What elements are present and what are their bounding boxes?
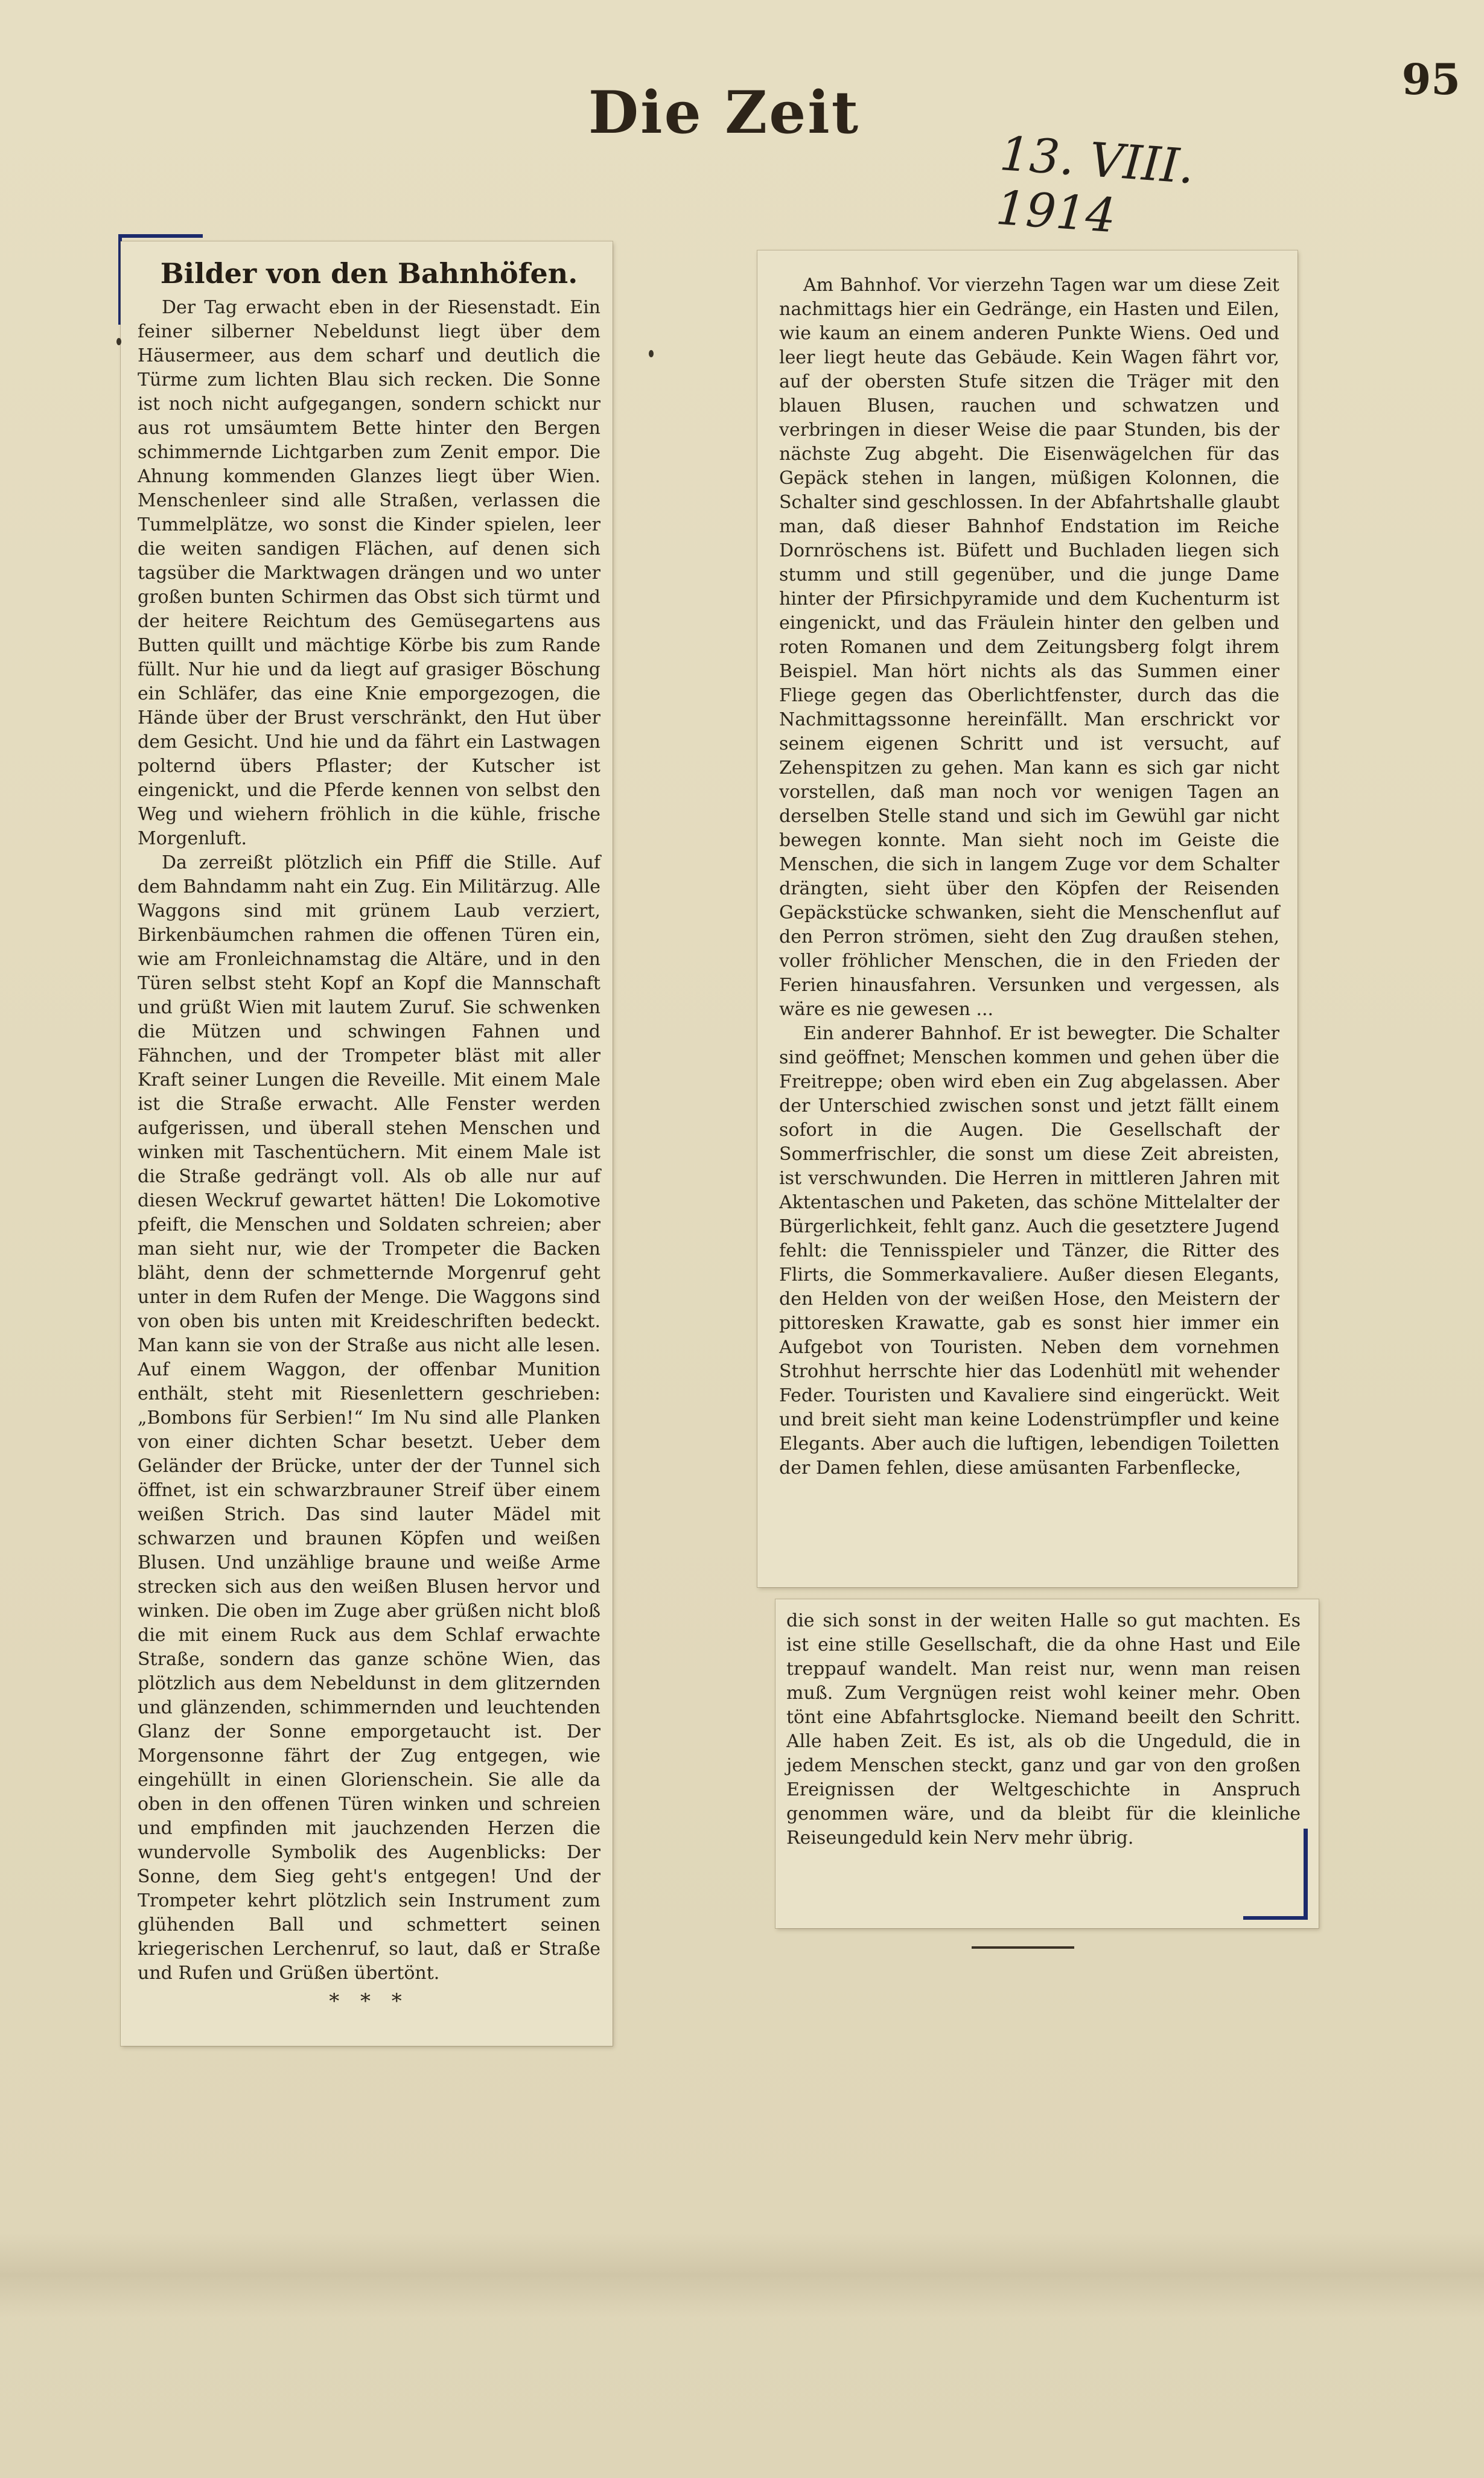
article-paragraph: Ein anderer Bahnhof. Er ist bewegter. Die Schalter sind geöffnet; Menschen kommen und gehen über die Freitreppe; oben wird eben ein Zug abgelassen. Aber der Unterschied zwischen sonst und jetzt fällt einem sofort in die Augen. Die Gesellschaft der Sommerfrischler, die sonst um diese Zeit abreisten, ist verschwunden. Die Herren in mittleren Jahren mit Aktentaschen und Paketen, das schöne Mittelalter der Bürgerlichkeit, fehlt ganz. Auch die gesetztere Jugend fehlt: die Tennisspieler und Tänzer, die Ritter des Flirts, die Sommerkavaliere. Außer diesen Elegants, den Helden von der weißen Hose, den Meistern der pittoresken Krawatte, gab es sonst hier immer ein Aufgebot von Touristen. Neben dem vornehmen Strohhut herrschte hier das Lodenhütl mit wehender Feder. Touristen und Kavaliere sind eingerückt. Weit und breit sieht man keine Lodenstrümpfler und keine Elegants. Aber auch die luftigen, lebendigen Toiletten der Damen fehlen, diese amüsanten Farbenflecke, xyxy=(779,1023,1279,1479)
section-separator: * * * xyxy=(329,1989,409,2013)
blue-pencil-end-bracket-icon xyxy=(1304,1829,1308,1919)
article-paragraph: die sich sonst in der weiten Halle so gut machten. Es ist eine stille Gesellschaft, die da ohne Hast und Eile treppauf wandelt. Man reist nur, wenn man reisen muß. Zum Vergnügen reist wohl keiner mehr. Oben tönt eine Abfahrtsglocke. Niemand beeilt den Schritt. Alle haben Zeit. Es ist, als ob die Ungeduld, die in jedem Menschen steckt, ganz und gar von den großen Ereignissen der Weltgeschichte in Anspruch genommen wäre, und da bleibt für die kleinliche Reiseungeduld kein Nerv mehr übrig. xyxy=(786,1610,1301,1849)
article-paragraph: Der Tag erwacht eben in der Riesenstadt. Ein feiner silberner Nebeldunst liegt über dem Häusermeer, aus dem scharf und deutlich die Türme zum lichten Blau sich recken. Die Sonne ist noch nicht aufgegangen, sondern schickt nur aus rot umsäumtem Bette hinter den Bergen schimmernde Lichtgarben zum Zenit empor. Die Ahnung kommenden Glanzes liegt über Wien. Menschenleer sind alle Straßen, verlassen die Tummelplätze, wo sonst die Kinder spielen, leer die weiten sandigen Flächen, auf denen sich tagsüber die Marktwagen drängen und wo unter großen bunten Schirmen das Obst sich türmt und der heitere Reichtum des Gemüsegartens aus Butten quillt und mächtige Körbe bis zum Rande füllt. Nur hie und da liegt auf grasiger Böschung ein Schläfer, das eine Knie emporgezogen, die Hände über der Brust verschränkt, den Hut über dem Gesicht. Und hie und da fährt ein Lastwagen polternd übers Pflaster; der Kutscher ist eingenickt, und die Pferde kennen von selbst den Weg und wiehern fröhlich in die kühle, frische Morgenluft. xyxy=(138,297,600,849)
ink-dot-icon xyxy=(116,338,121,345)
blue-pencil-bracket-top-icon xyxy=(118,234,203,238)
article-title: Bilder von den Bahnhöfen. xyxy=(160,257,578,290)
clipping-right-column xyxy=(757,250,1298,1587)
clipping-left-column xyxy=(121,241,613,2046)
handwritten-date: 13. VIII. 1914 xyxy=(994,127,1196,244)
article-paragraph: Da zerreißt plötzlich ein Pfiff die Stille. Auf dem Bahndamm naht ein Zug. Ein Militärzug. Alle Waggons sind mit grünem Laub verziert, Birkenbäumchen rahmen die offenen Türen ein, wie am Fronleichnamstag die Altäre, und in den Türen selbst steht Kopf an Kopf die Mannschaft und grüßt Wien mit lautem Zuruf. Sie schwenken die Mützen und schwingen Fahnen und Fähnchen, und der Trompeter bläst mit aller Kraft seiner Lungen die Reveille. Mit einem Male ist die Straße erwacht. Alle Fenster werden aufgerissen, und überall stehen Menschen und winken mit Taschentüchern. Mit einem Male ist die Straße gedrängt voll. Als ob alle nur auf diesen Weckruf gewartet hätten! Die Lokomotive pfeift, die Menschen und Soldaten schreien; aber man sieht nur, wie der Trompeter die Backen bläht, denn der schmetternde Morgenruf geht unter in dem Rufen der Menge. Die Waggons sind von oben bis unten mit Kreideschriften bedeckt. Man kann sie von der Straße aus nicht alle lesen. Auf einem Waggon, der offenbar Munition enthält, steht mit Riesenlettern geschrieben: „Bombons für Serbien!“ Im Nu sind alle Planken von einer dichten Schar besetzt. Ueber dem Geländer der Brücke, unter der der Tunnel sich öffnet, ist ein schwarzbrauner Streif über einem weißen Strich. Das sind lauter Mädel mit schwarzen und braunen Köpfen und weißen Blusen. Und unzählige braune und weiße Arme strecken sich aus den weißen Blusen hervor und winken. Die oben im Zuge aber grüßen nicht bloß die mit einem Ruck aus dem Schlaf erwachte Straße, sondern das ganze schöne Wien, das plötzlich aus dem Nebeldunst in dem glitzernden und glänzenden, schimmernden und leuchtenden Glanz der Sonne emporgetaucht ist. Der Morgensonne fährt der Zug entgegen, wie eingehüllt in einen Glorienschein. Sie alle da oben in den offenen Türen winken und schreien und empfinden mit jauchzenden Herzen die wundervolle Symbolik des Augenblicks: Der Sonne, dem Sieg geht's entgegen! Und der Trompeter kehrt plötzlich sein Instrument zum glühenden Ball und schmettert seinen kriegerischen Lerchenruf, so laut, daß er Straße und Rufen und Grüßen übertönt. xyxy=(138,852,600,1984)
clipping-continuation xyxy=(775,1599,1319,1928)
blue-pencil-end-bracket-bottom-icon xyxy=(1243,1916,1308,1920)
page-number: 95 xyxy=(1401,54,1460,104)
newspaper-title: Die Zeit xyxy=(588,78,861,147)
article-paragraph: Am Bahnhof. Vor vierzehn Tagen war um diese Zeit nachmittags hier ein Gedränge, ein Hasten und Eilen, wie kaum an einem anderen Punkte Wiens. Oed und leer liegt heute das Gebäude. Kein Wagen fährt vor, auf der obersten Stufe sitzen die Träger mit den blauen Blusen, rauchen und schwatzen und verbringen in dieser Weise die paar Stunden, bis der nächste Zug abgeht. Die Eisenwägelchen für das Gepäck stehen in langen, müßigen Kolonnen, die Schalter sind geschlossen. In der Abfahrtshalle glaubt man, daß dieser Bahnhof Endstation im Reiche Dornröschens ist. Büfett und Buchladen liegen sich stumm und still gegenüber, und die junge Dame hinter der Pfirsichpyramide und dem Kuchenturm ist eingenickt, und das Fräulein hinter den gelben und roten Romanen und dem Zeitungsberg folgt ihrem Beispiel. Man hört nichts als das Summen einer Fliege gegen das Oberlichtfenster, durch das die Nachmittagssonne hereinfällt. Man erschrickt vor seinem eigenen Schritt und ist versucht, auf Zehenspitzen zu gehen. Man kann es sich gar nicht vorstellen, daß man noch vor wenigen Tagen an derselben Stelle stand und sich im Gewühl gar nicht bewegen konnte. Man sieht noch im Geiste die Menschen, die sich in langem Zuge vor dem Schalter drängten, sieht über den Köpfen der Reisenden Gepäckstücke schwanken, sieht die Menschenflut auf den Perron strömen, sieht den Zug draußen stehen, voller fröhlicher Menschen, die in den Frieden der Ferien hinausfahren. Versunken und vergessen, als wäre es nie gewesen ... xyxy=(779,275,1279,1020)
ink-dot-icon xyxy=(649,350,654,357)
end-rule xyxy=(972,1946,1074,1949)
paper-fold-band xyxy=(0,2233,1484,2317)
